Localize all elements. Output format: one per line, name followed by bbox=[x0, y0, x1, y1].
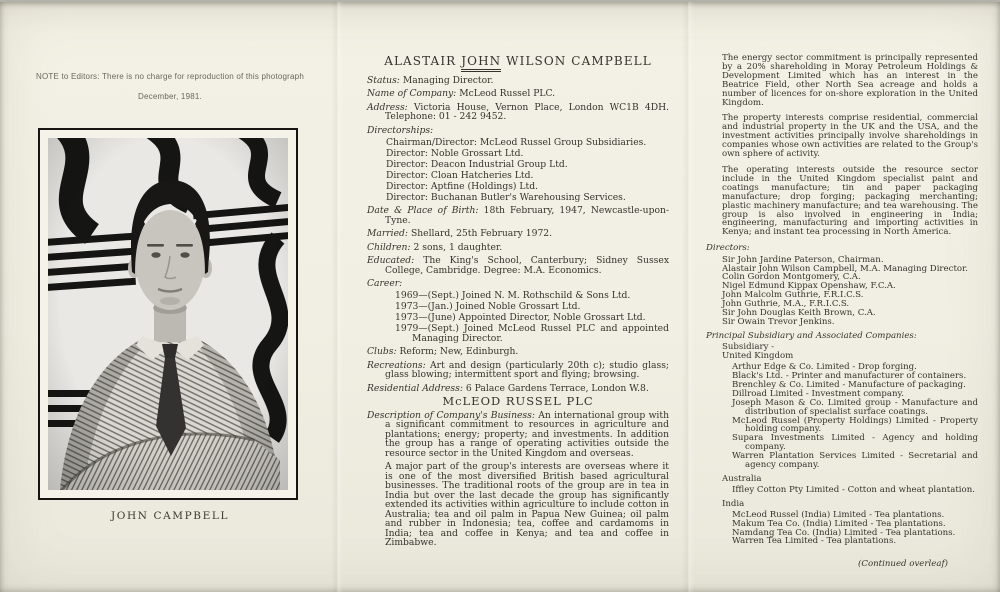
director-item: Colin Gordon Montgomery, C.A. bbox=[722, 272, 861, 283]
bio-field: Children: 2 sons, 1 daughter. bbox=[367, 241, 503, 253]
directors-label: Directors: bbox=[706, 243, 750, 254]
photo-frame bbox=[38, 128, 298, 500]
subsidiary-item: Warren Tea Limited - Tea plantations. bbox=[732, 536, 897, 547]
director-item: Sir Owain Trevor Jenkins. bbox=[722, 316, 835, 327]
australia-subheading: Australia bbox=[722, 473, 762, 484]
director-item: Alastair John Wilson Campbell, M.A. Managing Director. bbox=[722, 263, 968, 274]
company-heading: McLEOD RUSSEL PLC bbox=[442, 394, 594, 408]
fold-crease-left bbox=[331, 2, 343, 592]
company-paragraph: The property interests comprise residential, commercial and industrial property in the UK and the USA, and the investment activities principally involve shareholdings in companies whose own activities are related to the Group's own sphere of activity. bbox=[722, 113, 978, 160]
director-item: John Guthrie, M.A., F.R.I.C.S. bbox=[722, 299, 850, 310]
subsidiary-item: Joseph Mason & Co. Limited group - Manufacture and distribution of specialist surface coatings. bbox=[732, 397, 978, 417]
person-name-heading bbox=[367, 54, 669, 68]
name-part-pre: ALASTAIR bbox=[384, 54, 457, 68]
subsidiary-item: Dillroad Limited - Investment company. bbox=[732, 388, 904, 399]
uk-subheading: United Kingdom bbox=[722, 351, 794, 362]
fold-crease-right bbox=[682, 2, 694, 592]
subsidiary-subheading: Subsidiary - bbox=[722, 342, 775, 353]
subsidiary-item: Namdang Tea Co. (India) Limited - Tea plantations. bbox=[732, 527, 956, 538]
director-item: Sir John Jardine Paterson, Chairman. bbox=[722, 254, 884, 265]
directorships-label: Directorships: bbox=[367, 124, 434, 136]
career-item: 1973—(Jan.) Joined Noble Grossart Ltd. bbox=[395, 301, 581, 312]
bio-field: Date & Place of Birth: 18th February, 1947, Newcastle-upon-Tyne. bbox=[367, 205, 670, 226]
directors-list bbox=[706, 256, 978, 327]
directorship-item: Director: Noble Grossart Ltd. bbox=[386, 147, 524, 159]
company-description-continued: A major part of the group's interests are overseas where it is one of the most diversified British based agricultural businesses. The traditional roots of the group are in tea in India but over the last decade the group has significantly extended its activities within agriculture to include cotton in Australia; tea and oil palm in Papua New Guinea; oil palm and rubber in Indonesia; tea, coffee and cardamoms in India; tea and coffee in Kenya; and tea and coffee in Zimbabwe. bbox=[385, 461, 669, 548]
editors-note: NOTE to Editors: There is no charge for reproduction of this photograph bbox=[36, 72, 304, 81]
portrait-photo bbox=[48, 138, 288, 490]
subsidiary-item: Black's Ltd. - Printer and manufacturer of containers. bbox=[732, 371, 967, 381]
subsidiary-item: Brenchley & Co. Limited - Manufacture of packaging. bbox=[732, 379, 966, 390]
directorship-item: Director: Cloan Hatcheries Ltd. bbox=[386, 169, 534, 181]
bio-field: Educated: The King's School, Canterbury; Sidney Sussex College, Cambridge. Degree: M.A. Economics. bbox=[367, 255, 670, 276]
career-item: 1969—(Sept.) Joined N. M. Rothschild & Sons Ltd. bbox=[395, 290, 631, 301]
company-paragraph: The operating interests outside the resource sector include in the United Kingdom specialist paint and coatings manufacture; tin and paper packaging manufacture; drop forging; packaging merchanting; plastic machinery manufacture; and tea warehousing. The group is also involved in engineering in India; engineering, manufacturing and importing activities in Kenya; and instant tea processing in North America. bbox=[722, 164, 978, 238]
directorship-item: Director: Deacon Industrial Group Ltd. bbox=[386, 158, 568, 170]
subsidiary-item: Arthur Edge & Co. Limited - Drop forging. bbox=[732, 362, 917, 373]
bio-fields-group-1 bbox=[367, 76, 669, 122]
name-part-underlined: JOHN bbox=[461, 54, 501, 72]
directorship-item: Director: Buchanan Butler's Warehousing Services. bbox=[386, 191, 626, 203]
photo-caption: JOHN CAMPBELL bbox=[110, 510, 230, 522]
biography-column bbox=[367, 54, 670, 548]
bio-field: Name of Company: McLeod Russel PLC. bbox=[367, 88, 556, 99]
bio-field: Status: Managing Director. bbox=[367, 74, 494, 86]
bio-field: Recreations: Art and design (particularly 20th c); studio glass; glass blowing; intermittent sport and flying; browsing. bbox=[367, 359, 670, 380]
company-description: Description of Company's Business: An international group with a significant commitment to resources in agriculture and plantations; energy; property; and investments. In addition the group has a range of operating activities outside the resource sector in the United Kingdom and overseas. bbox=[367, 409, 669, 459]
directorship-item: Chairman/Director: McLeod Russel Group Subsidiaries. bbox=[386, 136, 647, 148]
bio-field: Residential Address: 6 Palace Gardens Terrace, London W.8. bbox=[367, 382, 649, 394]
uk-subsidiaries-list bbox=[706, 363, 978, 470]
photo-panel bbox=[18, 2, 322, 592]
director-item: Nigel Edmund Kippax Openshaw, F.C.A. bbox=[722, 281, 896, 292]
director-item: Sir John Douglas Keith Brown, C.A. bbox=[722, 308, 876, 319]
career-label: Career: bbox=[367, 278, 403, 289]
subsidiary-item: Makum Tea Co. (India) Limited - Tea plantations. bbox=[732, 518, 946, 529]
india-subsidiaries-list bbox=[706, 511, 978, 547]
australia-subsidiaries-list bbox=[706, 486, 978, 495]
director-item: John Malcolm Guthrie, F.R.I.C.S. bbox=[722, 290, 864, 301]
subsidiary-item: McLeod Russel (Property Holdings) Limited - Property holding company. bbox=[732, 415, 978, 435]
bio-field: Clubs: Reform; New, Edinburgh. bbox=[367, 346, 519, 357]
directorship-item: Director: Aptfine (Holdings) Ltd. bbox=[386, 180, 539, 192]
subsidiary-item: Warren Plantation Services Limited - Secretarial and agency company. bbox=[732, 451, 978, 471]
company-paragraphs bbox=[706, 54, 978, 237]
continued-overleaf-note: (Continued overleaf) bbox=[858, 559, 948, 570]
bio-field: Address: Victoria House, Vernon Place, London WC1B 4DH. Telephone: 01 - 242 9452. bbox=[367, 101, 670, 122]
subsidiaries-label: Principal Subsidiary and Associated Companies: bbox=[706, 330, 917, 341]
note-date: December, 1981. bbox=[138, 92, 202, 101]
name-part-post: WILSON CAMPBELL bbox=[506, 54, 652, 68]
career-item: 1979—(Sept.) Joined McLeod Russel PLC and appointed Managing Director. bbox=[395, 323, 669, 344]
bio-field: Married: Shellard, 25th February 1972. bbox=[367, 228, 553, 239]
company-column bbox=[706, 54, 978, 569]
directorships-list bbox=[367, 138, 669, 203]
career-item: 1973—(June) Appointed Director, Noble Grossart Ltd. bbox=[395, 312, 646, 323]
bio-fields-group-2 bbox=[367, 206, 669, 275]
career-list bbox=[367, 291, 669, 343]
subsidiary-item: McLeod Russel (India) Limited - Tea plantations. bbox=[732, 509, 945, 520]
subsidiary-item: Iffley Cotton Pty Limited - Cotton and wheat plantation. bbox=[732, 484, 976, 495]
bio-fields-group-3 bbox=[367, 347, 669, 393]
company-paragraph: The energy sector commitment is principally represented by a 20% shareholding in Moray Petroleum Holdings & Development Limited which has an interest in the Beatrice Field, other North Sea acreage and holds a number of licences for on-shore exploration in the United Kingdom. bbox=[722, 53, 978, 108]
subsidiary-item: Supara Investments Limited - Agency and holding company. bbox=[732, 433, 978, 453]
india-subheading: India bbox=[722, 498, 745, 509]
